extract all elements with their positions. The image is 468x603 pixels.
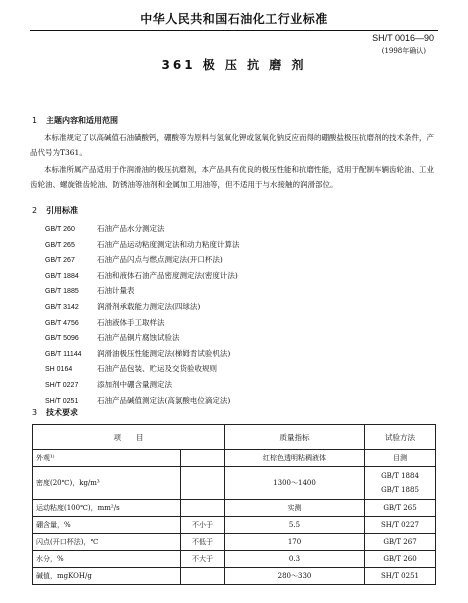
reference-title: 石油产品铜片腐蚀试验法 (97, 333, 180, 343)
header-rule (30, 30, 438, 31)
reference-code: GB/T 3142 (45, 303, 79, 311)
row-quality: 170 (225, 534, 365, 551)
section-3-title: 技术要求 (46, 408, 78, 417)
reference-item (45, 378, 240, 394)
table-row (33, 450, 436, 467)
row-item: 运动粘度(100℃)，mm²/s (33, 500, 181, 517)
reference-title: 石油产品水分测定法 (97, 224, 165, 233)
reference-title: 润滑剂承载能力测定法(四球法) (97, 301, 201, 311)
row-method: SH/T 0251 (365, 568, 436, 585)
reference-item (45, 284, 240, 300)
row-method-line-2: GB/T 1885 (381, 486, 419, 494)
column-header-method: 试验方法 (365, 425, 436, 450)
reference-title: 石油液体手工取样法 (97, 317, 165, 327)
row-item: 密度(20℃)，kg/m³ (33, 467, 181, 500)
reference-code: GB/T 5096 (45, 335, 79, 343)
section-2-title: 引用标准 (46, 206, 78, 215)
section-1-title: 主题内容和适用范围 (46, 116, 118, 125)
reference-item (45, 269, 240, 285)
row-method: GB/T 265 (365, 500, 436, 517)
row-condition (181, 500, 225, 517)
reference-title: 石油产品包装、贮运及交货验收规则 (97, 364, 217, 374)
section-3-heading (32, 407, 78, 418)
row-item: 碱值，mgKOH/g (33, 568, 181, 585)
table-row (33, 517, 436, 534)
row-method: GB/T 267 (365, 534, 436, 551)
document-title: 361 极 压 抗 磨 剂 (161, 58, 307, 72)
row-item: 外观¹⁾ (33, 450, 181, 467)
table-row (33, 551, 436, 568)
reference-code: GB/T 1884 (45, 272, 79, 280)
reference-code: GB/T 1885 (45, 288, 79, 296)
reference-item (45, 347, 240, 363)
confirmation-note: (1998年确认) (381, 47, 426, 55)
row-condition (181, 568, 225, 585)
row-method: GB/T 260 (365, 551, 436, 568)
reference-title: 石油产品运动粘度测定法和动力粘度计算法 (97, 239, 240, 249)
row-condition: 不大于 (181, 551, 225, 568)
reference-item (45, 238, 240, 254)
reference-title: 石油产品碱值测定法(高氯酸电位滴定法) (97, 395, 231, 405)
section-3-number: 3 (32, 408, 38, 417)
row-method-line-1: GB/T 1884 (381, 472, 419, 480)
reference-title: 石油计量表 (97, 286, 135, 296)
column-header-quality: 质量指标 (225, 425, 365, 450)
reference-code: GB/T 267 (45, 257, 75, 265)
technical-requirements-table (32, 424, 436, 585)
reference-item (45, 331, 240, 347)
row-quality: 1300～1400 (225, 467, 365, 500)
reference-code: SH/T 0251 (45, 397, 79, 405)
row-condition (181, 467, 225, 500)
row-item: 水分，% (33, 551, 181, 568)
table-header-row (33, 425, 436, 450)
row-quality: 5.5 (225, 517, 365, 534)
row-quality: 红棕色透明粘稠液体 (225, 450, 365, 467)
reference-list (45, 222, 240, 409)
row-quality: 0.3 (225, 551, 365, 568)
table-row (33, 534, 436, 551)
table-row (33, 467, 436, 500)
reference-code: SH/T 0227 (45, 381, 79, 389)
row-condition: 不小于 (181, 517, 225, 534)
section-2-heading (32, 205, 78, 216)
reference-item (45, 222, 240, 238)
table-row (33, 500, 436, 517)
reference-code: GB/T 265 (45, 241, 75, 249)
row-method: 目测 (365, 450, 436, 467)
row-condition (181, 450, 225, 467)
section-1-heading (32, 115, 118, 126)
reference-item (45, 316, 240, 332)
row-method: SH/T 0227 (365, 517, 436, 534)
row-item: 硼含量，% (33, 517, 181, 534)
reference-item (45, 253, 240, 269)
row-method (365, 467, 436, 500)
reference-title: 润滑油极压性能测定法(梯姆肯试验机法) (97, 348, 231, 358)
row-quality: 实测 (225, 500, 365, 517)
reference-item (45, 300, 240, 316)
section-1-paragraph-1: 本标准规定了以高碱值石油磺酸钙，硼酸等为原料与氢氧化钾或氢氧化钠反应而得的硼酸盐极压抗磨剂的技术条件，产品代号为T361。 (30, 133, 434, 157)
table-row (33, 568, 436, 585)
standard-org-title: 中华人民共和国石油化工行业标准 (140, 12, 328, 26)
row-condition: 不低于 (181, 534, 225, 551)
reference-code: GB/T 11144 (45, 350, 82, 358)
row-item: 闪点(开口杯法)，℃ (33, 534, 181, 551)
reference-item (45, 362, 240, 378)
section-1-number: 1 (32, 116, 38, 125)
column-header-item: 项 目 (33, 425, 225, 450)
reference-code: GB/T 260 (45, 226, 75, 233)
reference-title: 石油和液体石油产品密度测定法(密度计法) (97, 270, 238, 280)
standard-number: SH/T 0016—90 (372, 33, 434, 43)
reference-title: 石油产品闪点与燃点测定法(开口杯法) (97, 255, 223, 265)
section-1-paragraph-2: 本标准所属产品适用于作润滑油的极压抗磨剂，本产品具有优良的极压性能和抗磨性能，适用于配制车辆齿轮油、工业齿轮油、螺旋锥齿轮油、防锈油等油剂和金属加工用油等，但不适用于与水接触的润滑部位。 (30, 165, 434, 189)
reference-code: GB/T 4756 (45, 319, 79, 327)
row-quality: 280～330 (225, 568, 365, 585)
reference-code: SH 0164 (45, 366, 73, 374)
reference-title: 添加剂中硼含量测定法 (97, 379, 172, 389)
section-2-number: 2 (32, 206, 38, 215)
